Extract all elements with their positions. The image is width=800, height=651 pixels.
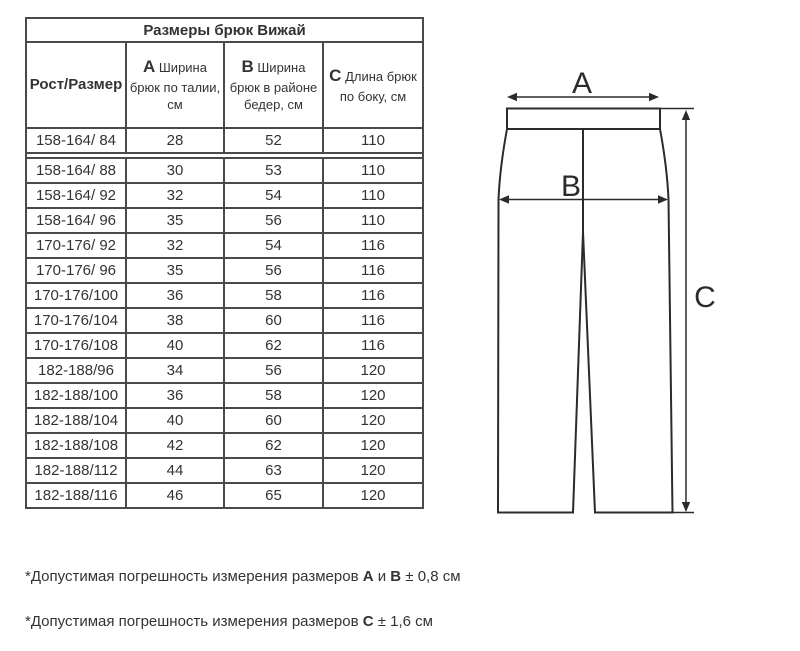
table-cell: 56 [224, 208, 323, 233]
table-cell: 35 [126, 208, 224, 233]
dimension-label-a: A [571, 67, 593, 100]
footnote-text: ± 0,8 см [401, 568, 461, 585]
table-cell: 36 [126, 283, 224, 308]
table-cell: 110 [323, 208, 423, 233]
table-cell: 36 [126, 383, 224, 408]
trousers-right-leg [583, 129, 673, 513]
table-cell: 120 [323, 433, 423, 458]
table-cell: 110 [323, 158, 423, 183]
table-header-row [26, 42, 423, 128]
table-row [26, 308, 423, 333]
table-row [26, 458, 423, 483]
table-cell: 170-176/ 92 [26, 233, 126, 258]
table-cell: 53 [224, 158, 323, 183]
table-cell: 54 [224, 183, 323, 208]
table-cell: 46 [126, 483, 224, 508]
table-cell: 170-176/100 [26, 283, 126, 308]
table-row [26, 358, 423, 383]
table-cell: 65 [224, 483, 323, 508]
table-cell: 116 [323, 308, 423, 333]
table-cell: 182-188/104 [26, 408, 126, 433]
table-cell: 32 [126, 233, 224, 258]
dimension-arrow-c [682, 110, 690, 512]
table-cell: 170-176/ 96 [26, 258, 126, 283]
table-row [26, 128, 423, 153]
table-row [26, 283, 423, 308]
table-cell: 120 [323, 458, 423, 483]
table-cell: 58 [224, 383, 323, 408]
table-row [26, 233, 423, 258]
table-cell: 120 [323, 383, 423, 408]
table-cell: 63 [224, 458, 323, 483]
table-row [26, 408, 423, 433]
table-cell: 158-164/ 96 [26, 208, 126, 233]
table-cell: 116 [323, 333, 423, 358]
footnote-tolerance-ab [25, 568, 461, 585]
size-table [25, 17, 424, 509]
table-cell: 28 [126, 128, 224, 153]
dimension-label-b: B [560, 170, 582, 203]
table-cell: 30 [126, 158, 224, 183]
footnote-dimension-letter: A [362, 568, 374, 585]
table-cell: 56 [224, 358, 323, 383]
table-cell: 116 [323, 283, 423, 308]
table-cell: 158-164/ 84 [26, 128, 126, 153]
table-cell: 182-188/116 [26, 483, 126, 508]
table-row [26, 383, 423, 408]
table-row [26, 158, 423, 183]
footnote-text: *Допустимая погрешность измерения размеров [25, 613, 363, 630]
table-cell: 34 [126, 358, 224, 383]
footnote-tolerance-c [25, 613, 433, 630]
table-row [26, 183, 423, 208]
table-cell: 110 [323, 183, 423, 208]
footnote-text: *Допустимая погрешность измерения размеров [25, 568, 363, 585]
table-title-row [26, 18, 423, 42]
column-header-size: Рост/Размер [26, 42, 126, 128]
table-row [26, 208, 423, 233]
column-header-c: C Длина брюк по боку, см [323, 42, 423, 128]
table-cell: 35 [126, 258, 224, 283]
trousers-waistband [507, 109, 660, 130]
table-cell: 116 [323, 258, 423, 283]
table-cell: 158-164/ 88 [26, 158, 126, 183]
table-cell: 158-164/ 92 [26, 183, 126, 208]
table-cell: 182-188/100 [26, 383, 126, 408]
footnote-dimension-letter: B [390, 568, 402, 585]
table-cell: 62 [224, 433, 323, 458]
table-title: Размеры брюк Вижай [26, 18, 423, 42]
table-row [26, 333, 423, 358]
table-cell: 170-176/108 [26, 333, 126, 358]
footnote-dimension-letter: C [362, 613, 374, 630]
table-row [26, 483, 423, 508]
table-cell: 60 [224, 308, 323, 333]
column-header-a: A Ширина брюк по талии, см [126, 42, 224, 128]
table-cell: 170-176/104 [26, 308, 126, 333]
table-body [26, 128, 423, 508]
table-cell: 182-188/108 [26, 433, 126, 458]
table-cell: 182-188/112 [26, 458, 126, 483]
dimension-label-c: C [694, 281, 716, 314]
table-cell: 182-188/96 [26, 358, 126, 383]
table-cell: 40 [126, 333, 224, 358]
table-cell: 54 [224, 233, 323, 258]
table-cell: 44 [126, 458, 224, 483]
column-header-b: B Ширина брюк в районе бедер, см [224, 42, 323, 128]
table-cell: 58 [224, 283, 323, 308]
table-cell: 52 [224, 128, 323, 153]
table-cell: 60 [224, 408, 323, 433]
trousers-measurement-diagram [460, 60, 760, 540]
table-row [26, 433, 423, 458]
footnote-text: и [373, 568, 391, 585]
table-cell: 116 [323, 233, 423, 258]
table-cell: 120 [323, 408, 423, 433]
table-cell: 56 [224, 258, 323, 283]
table-cell: 38 [126, 308, 224, 333]
footnote-text: ± 1,6 см [373, 613, 433, 630]
table-cell: 120 [323, 483, 423, 508]
table-cell: 42 [126, 433, 224, 458]
table-cell: 40 [126, 408, 224, 433]
table-cell: 120 [323, 358, 423, 383]
table-row [26, 258, 423, 283]
table-cell: 110 [323, 128, 423, 153]
table-cell: 32 [126, 183, 224, 208]
table-cell: 62 [224, 333, 323, 358]
